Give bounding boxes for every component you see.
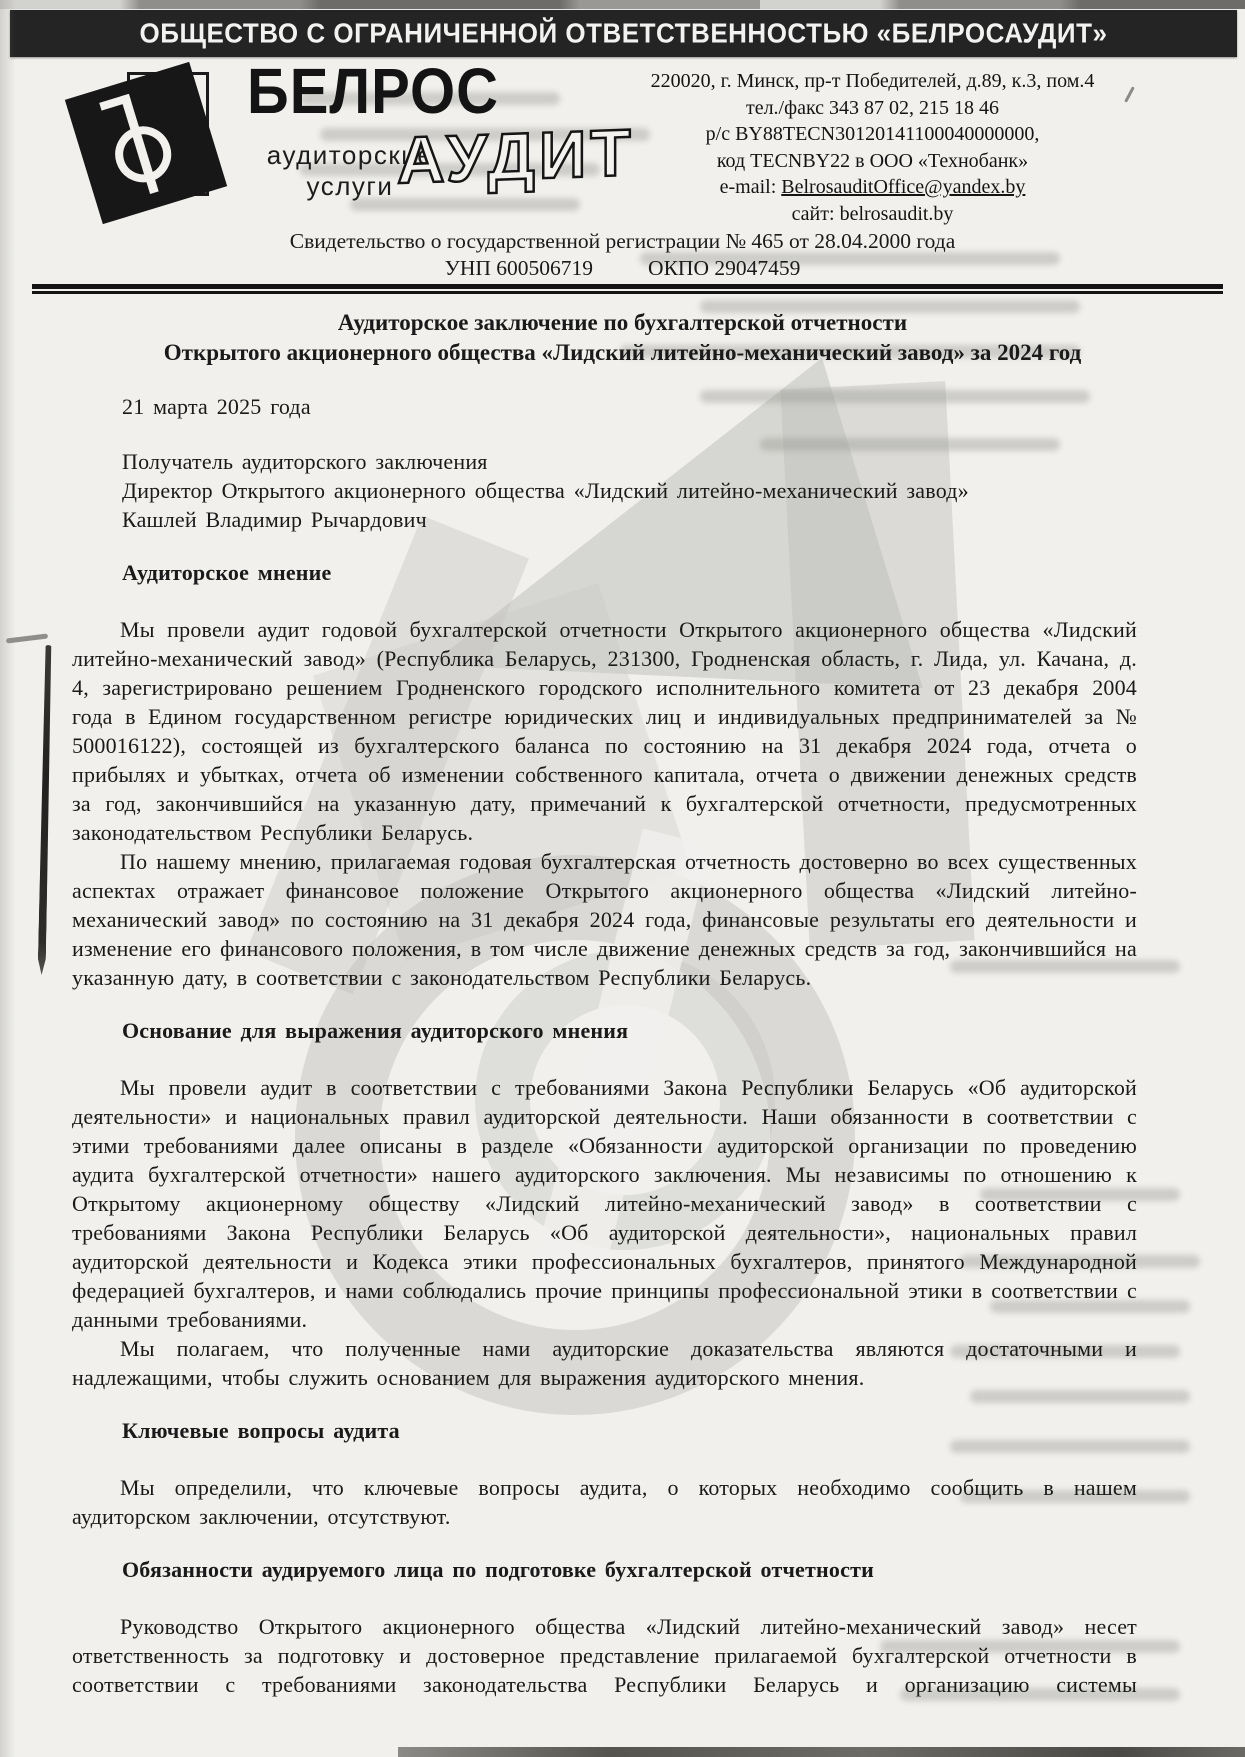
logo-tagline-line2: услуги	[306, 171, 394, 201]
logo-wordmark-audit: АУДИТ	[397, 114, 635, 198]
document-title-line1: Аудиторское заключение по бухгалтерской отчетности	[337, 310, 908, 335]
section-heading-key-audit-matters: Ключевые вопросы аудита	[122, 1418, 400, 1443]
section-heading-audit-opinion: Аудиторское мнение	[122, 560, 332, 585]
company-banner	[10, 10, 1237, 57]
contact-address: 220020, г. Минск, пр-т Победителей, д.89, к.3, пом.4	[650, 70, 1095, 92]
registration-block	[0, 228, 1245, 282]
registration-ids	[0, 255, 1245, 282]
recipient-block	[72, 447, 1137, 534]
recipient-line1: Получатель аудиторского заключения	[122, 449, 488, 474]
logo-tagline-line1: аудиторские	[266, 140, 434, 170]
document-title	[60, 308, 1185, 368]
paragraph: Мы провели аудит годовой бухгалтерской отчетности Открытого акционерного общества «Лидский литейно-механический завод» (Республика Беларусь, 231300, Гродненская область, г. Лида, ул. Качана, д. 4, зарегистрировано решением Гродненского городского исполнительного комитета от 23 декабря 2004 года в Едином государственном регистре юридических лиц и индивидуальных предпринимателей за № 500016122), состоящей из бухгалтерского баланса по состоянию на 31 декабря 2024 года, отчета о прибылях и убытках, отчета об изменении собственного капитала, отчета о движении денежных средств за год, закончившийся на указанную дату, примечаний к бухгалтерской отчетности, предусмотренных законодательством Республики Беларусь.	[72, 617, 1137, 845]
paragraph: Мы определили, что ключевые вопросы аудита, о которых необходимо сообщить в нашем аудиторском заключении, отсутствуют.	[72, 1475, 1137, 1529]
site-label: сайт:	[791, 202, 840, 225]
scan-left-shadow	[0, 0, 16, 1757]
document-title-line2: Открытого акционерного общества «Лидский литейно-механический завод» за 2024 год	[163, 340, 1082, 365]
recipient-line3: Кашлей Владимир Рычардович	[122, 507, 427, 532]
email-link[interactable]: BelrosauditOffice@yandex.by	[781, 176, 1026, 198]
site-value: belrosaudit.by	[839, 202, 954, 225]
recipient-line2: Директор Открытого акционерного общества «Лидский литейно-механический завод»	[122, 478, 969, 503]
unp-number: УНП 600506719	[444, 256, 594, 280]
scan-edge-strip-top	[0, 0, 1245, 9]
scan-edge-strip-bottom	[398, 1747, 1245, 1757]
document-date: 21 марта 2025 года	[122, 394, 311, 419]
section-heading-basis-for-opinion: Основание для выражения аудиторского мнения	[122, 1018, 629, 1043]
double-rule-divider	[32, 284, 1223, 294]
belrosaudit-logo	[95, 55, 635, 232]
contact-email-line	[600, 174, 1145, 201]
section-heading-management-responsibility: Обязанности аудируемого лица по подготовке бухгалтерской отчетности	[122, 1557, 874, 1582]
paragraph: Руководство Открытого акционерного общества «Лидский литейно-механический завод» несет ответственность за подготовку и достоверное представление прилагаемой бухгалтерской отчетности в соответствии с требованиями законодательства Республики Беларусь и организацию системы	[72, 1614, 1137, 1697]
contact-block	[600, 68, 1145, 227]
company-banner-title: ОБЩЕСТВО С ОГРАНИЧЕННОЙ ОТВЕТСТВЕННОСТЬЮ «БЕЛРОСАУДИТ»	[139, 17, 1108, 49]
email-label: e-mail:	[719, 176, 782, 198]
document-body	[72, 392, 1137, 1757]
letterhead	[95, 55, 1245, 232]
okpo-number: ОКПО 29047459	[648, 256, 801, 280]
contact-phone: тел./факс 343 87 02, 215 18 46	[745, 96, 1000, 119]
contact-site-line	[600, 201, 1145, 228]
contact-account: р/с BY88TECN30120141100040000000,	[705, 123, 1040, 145]
registration-certificate: Свидетельство о государственной регистрации № 465 от 28.04.2000 года	[289, 229, 956, 253]
paragraph: По нашему мнению, прилагаемая годовая бухгалтерская отчетность достоверно во всех существенных аспектах отражает финансовое положение Открытого акционерного общества «Лидский литейно-механический завод» по состоянию на 31 декабря 2024 года, финансовые результаты его деятельности и изменение его финансового положения, в том числе движение денежных средств за год, закончившийся на указанную дату, в соответствии с законодательством Республики Беларусь.	[72, 849, 1137, 990]
logo-wordmark-belros: БЕЛРОС	[247, 55, 499, 128]
paragraph: Мы провели аудит в соответствии с требованиями Закона Республики Беларусь «Об аудиторской деятельности» и национальных правил аудиторской деятельности. Наши обязанности в соответствии с этими требованиями далее описаны в разделе «Обязанности аудиторской организации по проведению аудита бухгалтерской отчетности» нашего аудиторского заключения. Мы независимы по отношению к Открытому акционерному обществу «Лидский литейно-механический завод» в соответствии с требованиями Закона Республики Беларусь «Об аудиторской деятельности», национальных правил аудиторской деятельности и Кодекса этики профессиональных бухгалтеров, принятого Международной федерацией бухгалтеров, и нами соблюдались прочие принципы профессиональной этики в соответствии с данными требованиями.	[72, 1075, 1137, 1332]
paragraph: Мы полагаем, что полученные нами аудиторские доказательства являются достаточными и надлежащими, чтобы служить основанием для выражения аудиторского мнения.	[72, 1336, 1137, 1390]
contact-bank: код TECNBY22 в ООО «Технобанк»	[716, 149, 1029, 172]
